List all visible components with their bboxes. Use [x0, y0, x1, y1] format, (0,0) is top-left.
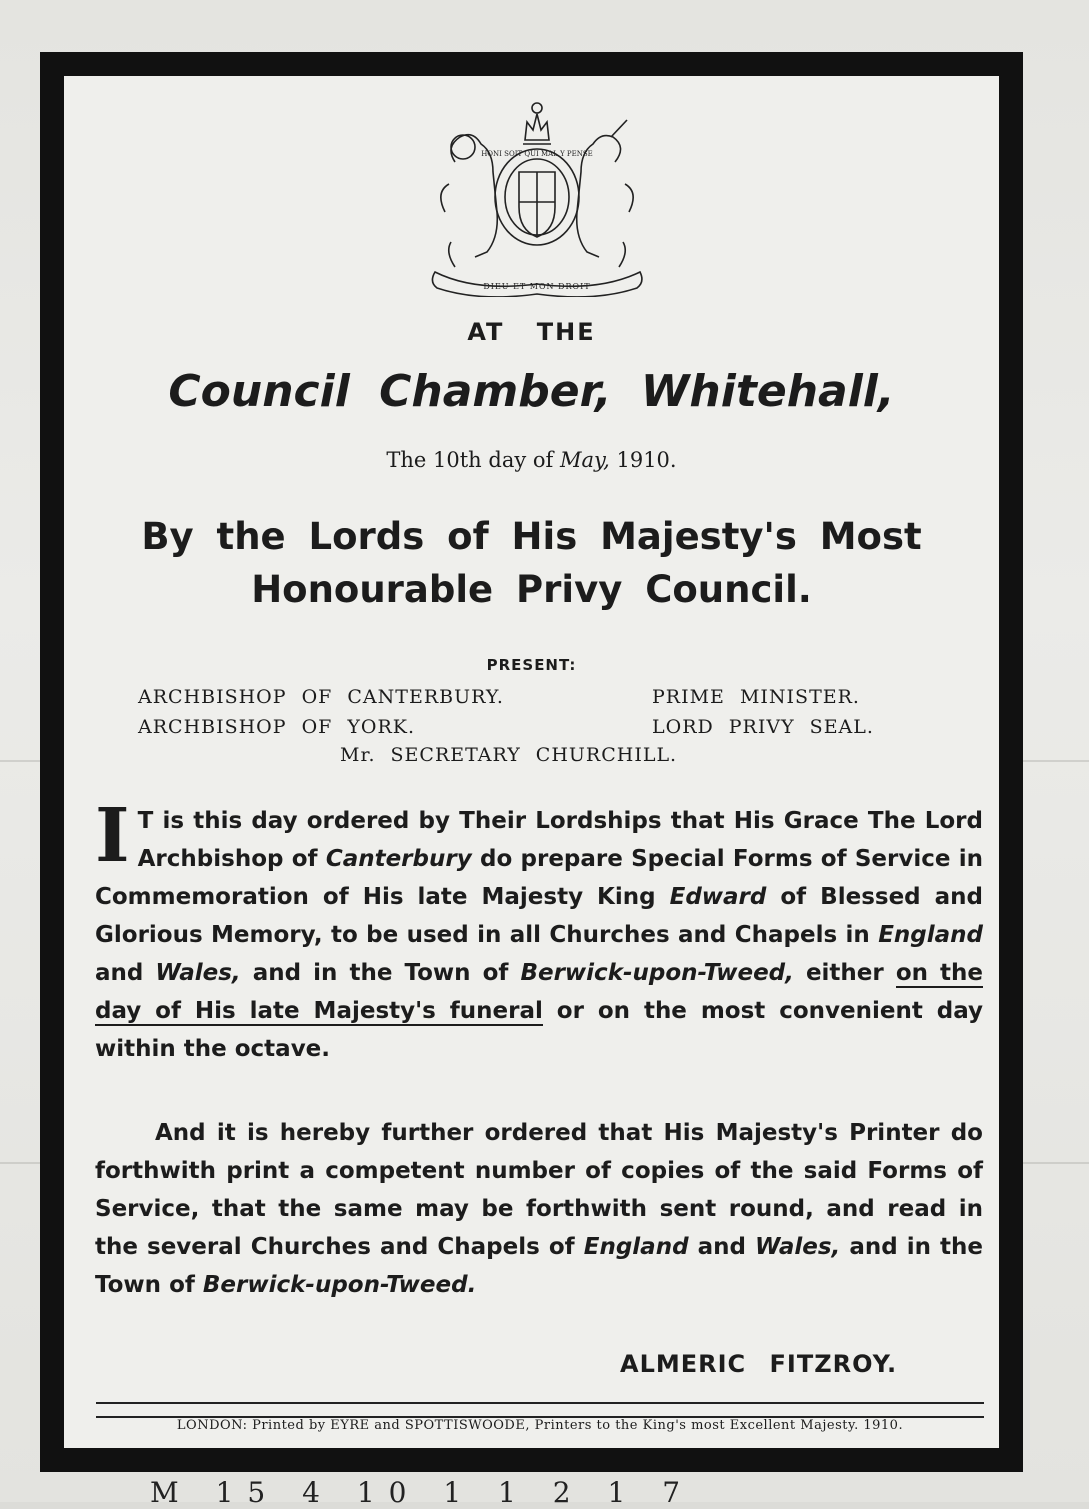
underlined-text: on the day of His late Majesty's funeral	[95, 960, 984, 1024]
printer-imprint: LONDON: Printed by EYRE and SPOTTISWOODE, Printers to the King's most Excellent Majesty. 1910.	[176, 1418, 904, 1433]
heading-council-chamber: Council Chamber, Whitehall,	[168, 366, 895, 417]
text-run: either	[805, 960, 884, 986]
text-run: do prepare Special Forms of Service in Commemoration of His late Majesty King	[95, 846, 983, 910]
date-year: 1910.	[616, 448, 677, 472]
text-run: and in the Town of	[252, 960, 509, 986]
present-right-1: PRIME MINISTER.	[652, 686, 860, 708]
text-run: of Blessed and Glorious Memory, to be used in all Churches and Chapels in	[95, 884, 983, 948]
order-paragraph-2	[95, 1114, 983, 1304]
divider-rule	[96, 1402, 984, 1404]
present-left-1: ARCHBISHOP OF CANTERBURY.	[138, 686, 504, 708]
privy-council-line-1: By the Lords of His Majesty's Most	[141, 515, 922, 558]
text-run-italic: England	[583, 1234, 689, 1260]
heading-privy-council	[64, 510, 999, 616]
text-run: or on the most convenient day within the octave.	[95, 998, 983, 1062]
text-run-italic: Berwick-upon-Tweed,	[520, 960, 794, 986]
text-run-italic: Wales,	[155, 960, 241, 986]
privy-council-line-2: Honourable Privy Council.	[251, 568, 812, 611]
garter-motto: HONI SOIT QUI MAL Y PENSE	[481, 150, 593, 158]
present-right-2: LORD PRIVY SEAL.	[652, 716, 874, 738]
royal-motto: DIEU ET MON DROIT	[483, 282, 591, 291]
handwritten-note: M 15 4 10 1 1 2 1 7	[150, 1476, 695, 1509]
text-run-italic: Berwick-upon-Tweed.	[202, 1272, 477, 1298]
text-run: T is this day ordered by Their Lordships that His Grace The Lord Archbishop of	[137, 808, 983, 872]
text-run-italic: Edward	[669, 884, 767, 910]
text-run: And it is hereby further ordered that His Majesty's Printer do forthwith print a competent number of copies of the said Forms of Service, that the same may be forthwith sent round, and read in the several Churches and Chapels of	[95, 1120, 983, 1260]
drop-cap: I	[95, 793, 130, 879]
text-run: and in the Town of	[95, 1234, 984, 1298]
present-center: Mr. SECRETARY CHURCHILL.	[340, 744, 678, 766]
order-paragraph-1	[95, 793, 984, 1068]
heading-date	[64, 448, 999, 472]
heading-at-the: AT THE	[467, 318, 596, 346]
text-run: and	[697, 1234, 746, 1260]
present-label: PRESENT:	[486, 656, 577, 674]
date-prefix: The 10th day of	[386, 448, 554, 472]
present-left-2: ARCHBISHOP OF YORK.	[138, 716, 416, 738]
signature: ALMERIC FITZROY.	[620, 1350, 898, 1378]
date-month: May,	[560, 448, 610, 472]
text-run-italic: Canterbury	[325, 846, 472, 872]
text-run: and	[95, 960, 144, 986]
royal-coat-of-arms	[415, 92, 660, 297]
text-run-italic: England	[878, 922, 983, 948]
text-run-italic: Wales,	[755, 1234, 841, 1260]
